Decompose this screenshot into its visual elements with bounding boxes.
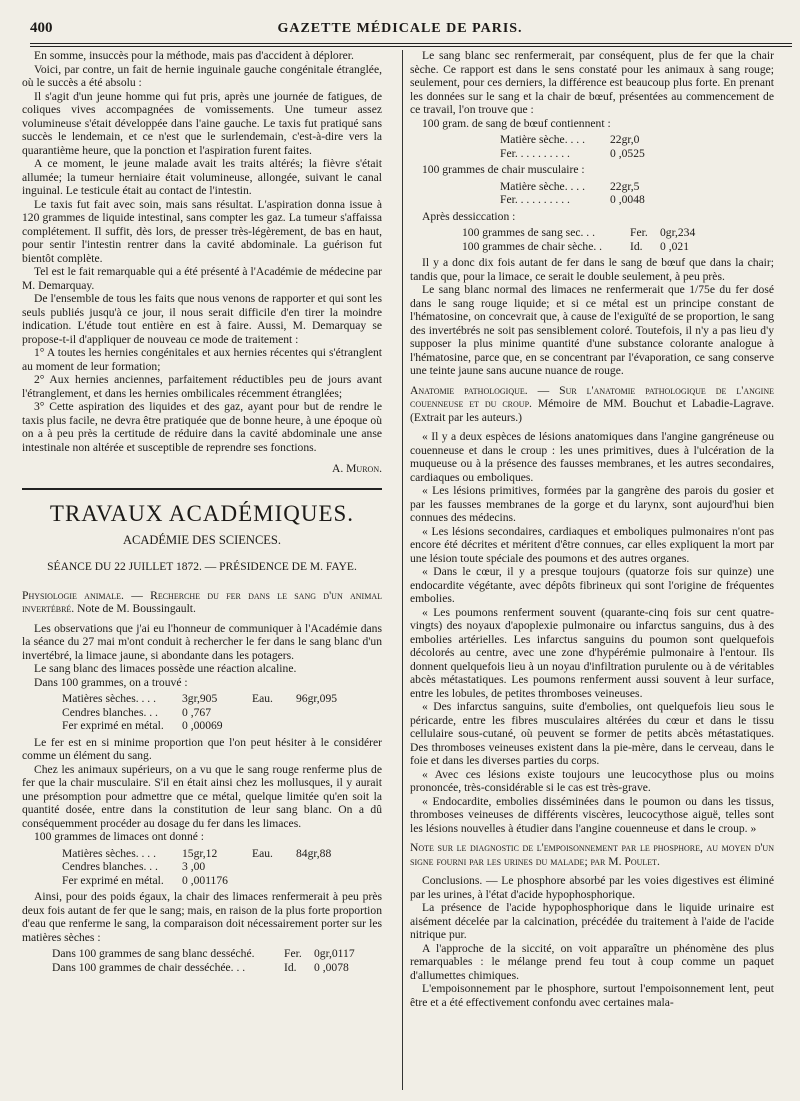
paragraph: Tel est le fait remarquable qui a été présenté à l'Académie de médecine par M. Demarquay. — [22, 265, 382, 292]
article-author: Mémoire de MM. Bouchut et Labadie-Lagrave. (Extrait par les auteurs.) — [410, 397, 774, 424]
article-author: Note de M. Boussingault. — [74, 602, 196, 615]
page-header — [0, 0, 800, 40]
table-row: Fer exprimé en métal. 0 ,001176 — [62, 873, 228, 887]
paragraph: 3° Cette aspiration des liquides et des gaz, ayant pour but de rendre le taxis plus facile, ne devra être pratiquée que de bonne heure, à une époque où on a à peu près la certitude de réduire dans la cavité abdominale une anse intestinale non altérée et susceptible de reprendre ses fonctions. — [22, 400, 382, 454]
paragraph: Chez les animaux supérieurs, on a vu que le sang rouge renferme plus de fer que la chair musculaire. S'il en était ainsi chez les mollusques, il y aurait une présomption pour admettre que ce métal, quelque limitée qu'en soit la quantité dosée, entre dans la constitution de leur sang blanc. On a dû conséquemment procéder au dosage du fer dans les limaces. — [22, 762, 382, 830]
section-title: TRAVAUX ACADÉMIQUES. — [49, 500, 355, 526]
paragraph: Le sang blanc des limaces possède une réaction alcaline. — [34, 662, 297, 675]
paragraph: A l'approche de la siccité, on voit apparaître un phénomène des plus remarquables : le mélange prend feu tout à coup comme un paquet d'allumettes chimiques. — [410, 941, 774, 982]
paragraph: Après dessiccation : — [422, 209, 516, 223]
paragraph: Ainsi, pour des poids égaux, la chair des limaces renfermerait à peu près deux fois autant de fer que le sang; mais, en raison de la plus forte proportion d'eau que renferme le sang, la comparaison doit nécessairement porter sur les matières sèches : — [22, 890, 382, 944]
paragraph: L'empoisonnement par le phosphore, surtout l'empoisonnement lent, peut être et a été effectivement confondu avec certaines mala- — [410, 982, 774, 1009]
paragraph: « Endocardite, embolies disséminées dans le poumon ou dans les tissus, thromboses veineuses de différents viscères, leucocythose aiguë, telles sont les lésions nouvelles à étudier dans l'angine couenneuse et dans le croup. » — [410, 794, 774, 835]
table-row: Fer. . . . . . . . . . 0 ,0048 — [500, 193, 645, 206]
data-table-slugs — [62, 847, 382, 888]
data-table-blood — [62, 692, 382, 733]
paragraph: « Il y a deux espèces de lésions anatomiques dans l'angine gangréneuse ou couenneuse et dans le croup : les unes primitives, dues à l'ulcération de la muqueuse ou à la présence des fausses membranes, et les autres secondaires, cardiaques ou emboliques. — [410, 430, 774, 484]
right-column — [410, 49, 774, 1009]
journal-title: GAZETTE MÉDICALE DE PARIS. — [277, 21, 523, 36]
paragraph: A ce moment, le jeune malade avait les traits altérés; la fièvre s'était allumée; la tumeur herniaire était volumineuse, allongée, suivant le canal inguinal. Le testicule était au contact de l'intestin. — [22, 157, 382, 197]
academy-heading: ACADÉMIE DES SCIENCES. — [123, 532, 281, 547]
paragraph: « Des infarctus sanguins, suite d'embolies, ont quelquefois lieu sous le péricarde, entre les fibres musculaires altérées du cœur et dans le tissu cellulaire sous-cutané, où peuvent se former de petits abcès métastatiques. Des thromboses veineuses existent dans la pie-mère, dans le cerveau, dans le foie et dans les diverses parties du corps. — [410, 700, 774, 767]
table-row: Matières sèches. . . . 15gr,12 Eau. 84gr,88 — [62, 846, 332, 860]
table-row: Matières sèches. . . . 3gr,905 Eau. 96gr,095 — [62, 692, 338, 705]
table-row: 100 grammes de chair sèche. . Id. 0 ,021 — [462, 239, 689, 253]
author-signature: A. Muron. — [331, 462, 382, 475]
table-row: Cendres blanches. . . 3 ,00 — [62, 860, 206, 873]
paragraph: En somme, insuccès pour la méthode, mais pas d'accident à déplorer. — [34, 49, 354, 62]
paragraph: 100 grammes de limaces ont donné : — [34, 830, 205, 843]
paragraph: Il s'agit d'un jeune homme qui fut pris, après une journée de fatigues, de coliques vives accompagnées de vomissements. Une tumeur assez volumineuse s'était développée dans l'aine gauche. Le taxis fut pratiqué sans succès le lendemain, et ce n'est que le surlendemain, c'est-à-dire vers la quarantième heure, que la ponction et l'aspiration furent faites. — [22, 89, 382, 157]
column-divider — [402, 50, 403, 1090]
paragraph: Conclusions. — Le phosphore absorbé par les voies digestives est éliminé par les urines, à l'état d'acide hypophosphorique. — [410, 874, 774, 901]
paragraph: « Les poumons renferment souvent (quarante-cinq fois sur cent quatre-vingts) des noyaux d'apoplexie pulmonaire ou infarctus sanguins, dus à des embolies artérielles. Les infarctus sanguins du poumon sont quelquefois décolorés au centre, avec une zone d'hypérémie pulmonaire à l'entour. Ils donnent quelquefois lieu à un noyau d'infiltration purulente ou à de véritables abcès métastatiques. Les poumons renferment aussi souvent à leur surface, entre les lobules, de petites thromboses veineuses. — [410, 605, 774, 700]
paragraph: Dans 100 grammes, on a trouvé : — [34, 675, 188, 689]
table-row: Fer exprimé en métal. 0 ,00069 — [62, 719, 223, 732]
left-column — [22, 49, 382, 977]
article-topic: Anatomie pathologique. — Sur l'anatomie pathologique de l'angine couenneuse et du croup. — [410, 383, 774, 410]
data-table-dry — [52, 947, 382, 974]
paragraph: 1° A toutes les hernies congénitales et aux hernies récentes qui s'étranglent au moment de leur formation; — [22, 346, 382, 373]
paragraph: 100 gram. de sang de bœuf contiennent : — [422, 116, 611, 130]
paragraph: Voici, par contre, un fait de hernie inguinale gauche congénitale étranglée, où le succès a été absolu : — [22, 62, 382, 89]
paragraph: Le sang blanc sec renfermerait, par conséquent, plus de fer que la chair sèche. Ce rapport est dans le sens constaté pour les animaux à sang rouge; seulement, pour ces derniers, la différence est beaucoup plus forte. En prenant les données sur le sang et la chair de bœuf, présentées au commencement de ce travail, l'on trouve que : — [410, 49, 774, 116]
paragraph: De l'ensemble de tous les faits que nous venons de rapporter et qui sont les seuls publiés jusqu'à ce jour, il nous serait difficile d'en tirer la moindre indication. L'étude tout entière en est à faire. Aussi, M. Demarquay se propose-t-il d'appliquer de nouveau ce mode de traitement : — [22, 292, 382, 346]
paragraph: Les observations que j'ai eu l'honneur de communiquer à l'Académie dans la séance du 27 mai m'ont conduit à rechercher le fer dans le sang blanc d'un invertébré, la limace jaune, si abondante dans les potagers. — [22, 621, 382, 662]
article-heading — [22, 589, 382, 616]
section-rule — [22, 488, 382, 490]
paragraph: Le taxis fut fait avec soin, mais sans résultat. L'aspiration donna issue à 120 grammes de liquide intestinal, sans compter les gaz. La tumeur s'affaissa complétement. Il suffit, dès lors, de presser très-légèrement, de bas en haut, pour sentir l'intestin rentrer dans la cavité abdominale. La guérison fut bientôt complète. — [22, 197, 382, 265]
table-row: Matière sèche. . . . 22gr,5 — [500, 179, 640, 193]
paragraph: Le sang blanc normal des limaces ne renfermerait que 1/75e du fer dosé dans le sang rouge liquide; et si ce métal est un principe constant de l'hématosine, on concevrait que, à cause de l'exiguïté de se proportion, le sang des invertébrés ne soit pas sensiblement coloré. Toutefois, il n'y a pas lieu d'y supposer la plus minime quantité d'une substance colorante analogue à l'hématosine, parce que, en se concentrant par l'évaporation, ce sang conserve une teinte jaune sans aucune nuance de rouge. — [410, 283, 774, 377]
paragraph: « Les lésions secondaires, cardiaques et emboliques pulmonaires n'ont pas encore été décrites et méritent d'être connues, car elles expliquent la mort par une lésion toute spéciale des poumons et des autres organes. — [410, 524, 774, 565]
paragraph: 100 grammes de chair musculaire : — [422, 163, 585, 176]
paragraph: Le fer est en si minime proportion que l'on peut hésiter à le considérer comme un élément du sang. — [22, 735, 382, 762]
article-heading — [410, 384, 774, 425]
table-row: Cendres blanches. . . 0 ,767 — [62, 705, 211, 719]
table-row: Dans 100 grammes de sang blanc desséché. Fer. 0gr,0117 — [52, 947, 355, 960]
session-heading: SÉANCE DU 22 JUILLET 1872. — PRÉSIDENCE DE M. FAYE. — [47, 561, 357, 573]
data-table-dried — [462, 226, 774, 253]
paragraph: 2° Aux hernies anciennes, parfaitement réductibles peu de jours avant l'étranglement, et dans les hernies ombilicales récemment étranglées; — [22, 373, 382, 400]
data-table-beef-blood — [500, 133, 774, 160]
header-rule — [30, 43, 792, 47]
table-row: Matière sèche. . . . 22gr,0 — [500, 133, 640, 146]
paragraph: La présence de l'acide hypophosphorique dans le liquide urinaire est aisément décelée par la calcination, précédée du traitement à l'aide de l'acide nitrique pur. — [410, 901, 774, 941]
article-topic: Physiologie animale. — Recherche du fer dans le sang d'un animal invertébré. — [22, 588, 382, 615]
paragraph: « Dans le cœur, il y a presque toujours (quatorze fois sur quinze) une endocardite végétante, avec dépôts fibrineux qui sont l'origine de fréquentes embolies. — [410, 565, 774, 605]
paragraph: Il y a donc dix fois autant de fer dans le sang de bœuf que dans la chair; tandis que, pour la limace, ce serait le double seulement, à peu près. — [410, 256, 774, 283]
article-heading: Note sur le diagnostic de l'empoisonnement par le phosphore, au moyen d'un signe fourni par les urines du malade; par M. Poulet. — [410, 841, 774, 868]
page-number: 400 — [30, 20, 53, 36]
table-row: 100 grammes de sang sec. . . Fer. 0gr,234 — [462, 226, 696, 239]
paragraph: « Avec ces lésions existe toujours une leucocythose plus ou moins prononcée, très-considérable si le cas est très-grave. — [410, 767, 774, 794]
table-row: Dans 100 grammes de chair desséchée. . . Id. 0 ,0078 — [52, 960, 349, 974]
table-row: Fer. . . . . . . . . . 0 ,0525 — [500, 146, 645, 160]
paragraph: « Les lésions primitives, formées par la gangrène des parois du gosier et par les fausses membranes de la gorge et du larynx, sont aujourd'hui bien connues des médecins. — [410, 484, 774, 524]
data-table-beef-muscle — [500, 180, 774, 207]
